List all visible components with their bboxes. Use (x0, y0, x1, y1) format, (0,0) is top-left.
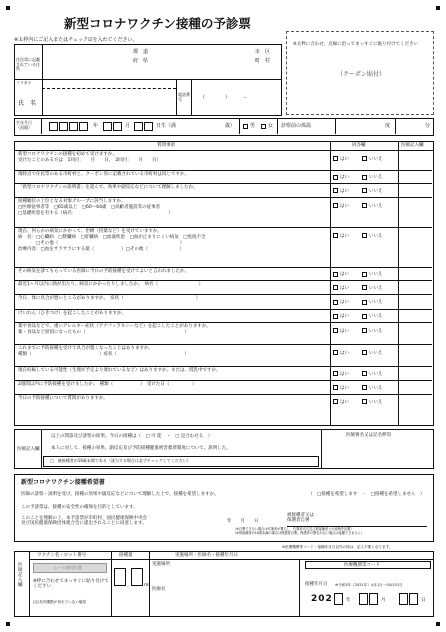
question-text: 接種順位の上位となる対象グループに該当しますか。 □医療従事者等 □65歳以上 □60〜64歳 □高齢者施設等の従事者 □基礎疾患を有する（病名： ） (18, 198, 173, 216)
question-text: 現在、何らかの病気にかかって、治療（投薬など）を受けていますか。 病 名：□心臓病 □腎臓病 □肝臓病 □血液疾患 □血が止まりにくい病気 □免疫不全 □その他（ ） 治療内容：□血をサラサラにする薬（ ）□その他（ ） (18, 228, 206, 252)
dob-month-unit: 月 (125, 123, 131, 129)
answer-yes[interactable] (333, 385, 349, 391)
yes-checkbox[interactable] (333, 300, 338, 305)
yes-label: はい (340, 233, 349, 239)
date-month-unit: 月 (381, 598, 386, 603)
question-text: 現在妊娠している可能性（生理が予定より遅れているなど）はありますか。または、授乳中ですか。 (18, 367, 221, 373)
doctor-line1: 以上の問診及び診察の結果、今日の接種は（ □ 可 能 ・ □ 見合わせる ） (51, 434, 213, 439)
phone-value[interactable]: （ ） － (200, 95, 248, 101)
no-checkbox[interactable] (362, 314, 367, 319)
yes-checkbox[interactable] (333, 350, 338, 355)
question-text: 新型コロナワクチンの接種を初めて受けますか。 受けたことのある方は 1回目： 月 日、 2回目： 月 日） (18, 151, 161, 163)
question-text: 2週間以内に予防接種を受けましたか。 種類（ ） 受けた日（ ） (18, 381, 197, 387)
no-checkbox[interactable] (362, 233, 367, 238)
seal-label: シール貼付位置 (54, 565, 82, 570)
yes-checkbox[interactable] (333, 203, 338, 208)
valid-note: (注)有効期限が切れていない確認 (33, 600, 87, 604)
year-digit-box[interactable] (334, 593, 343, 605)
registration-mark-tl (6, 6, 10, 10)
bottom-note: ※医療機関等コード・接種年月日以外の枠は、記入不要となります。 (282, 545, 393, 549)
col-dose: 接種量 (119, 553, 133, 558)
answer-no[interactable] (362, 285, 383, 291)
yes-label: はい (340, 314, 349, 319)
yes-checkbox[interactable] (333, 233, 338, 238)
date-year-unit: 年 (346, 598, 351, 603)
no-checkbox[interactable] (362, 175, 367, 180)
question-text: これまでに予防接種を受けて具合が悪くなったことはありますか。 種類（ ）症状（ ） (18, 345, 189, 357)
yes-checkbox[interactable] (333, 328, 338, 333)
no-label: いいえ (369, 188, 383, 194)
question-text: 「新型コロナワクチンの説明書」を読んで、効果や副反応などについて理解しましたか。 (18, 184, 198, 190)
yes-label: はい (340, 300, 349, 305)
question-text: 今日の予防接種について質問がありますか。 (18, 395, 108, 401)
name-input[interactable] (45, 91, 173, 113)
no-label: いいえ (369, 350, 383, 356)
answer-no[interactable] (362, 188, 383, 194)
dob-age-unit: 歳） (225, 123, 236, 129)
answer-no[interactable] (362, 385, 383, 391)
female-checkbox[interactable] (261, 124, 266, 129)
day-box-2[interactable] (409, 593, 418, 605)
answer-no[interactable] (362, 328, 383, 334)
no-checkbox[interactable] (362, 156, 367, 161)
consent-text2: この予診票は、接種の安全性の確保を目的としています。 (21, 505, 138, 510)
no-label: いいえ (369, 371, 383, 377)
yes-label: はい (340, 188, 349, 194)
under16-row (43, 456, 319, 467)
no-label: いいえ (369, 385, 383, 391)
no-checkbox[interactable] (362, 272, 367, 277)
yes-label: はい (340, 350, 349, 356)
answer-no[interactable] (362, 371, 383, 377)
yes-checkbox[interactable] (333, 272, 338, 277)
no-checkbox[interactable] (362, 350, 367, 355)
stick-note: ※枠に合わせてまっすぐに貼り付けてください (33, 579, 109, 590)
month-box-1[interactable] (359, 593, 368, 605)
coupon-area (286, 31, 434, 115)
header-answer: 回答欄 (352, 143, 366, 148)
answer-no[interactable] (362, 203, 383, 209)
answer-no[interactable] (362, 299, 383, 305)
answer-no[interactable] (362, 156, 383, 162)
consent-section (14, 474, 434, 542)
no-label: いいえ (369, 233, 383, 239)
address-label: 住民票に記載されている住所 (16, 57, 40, 72)
answer-no[interactable] (362, 399, 383, 405)
answer-yes[interactable] (333, 233, 349, 239)
no-checkbox[interactable] (362, 328, 367, 333)
question-text: 今日、体に具合が悪いところがありますか。 症状（ ） (18, 295, 201, 301)
yes-checkbox[interactable] (333, 385, 338, 390)
answer-yes[interactable] (333, 313, 349, 319)
consent-signer: 被接種者又は 保護者自署 (287, 513, 314, 524)
temp-degree-input[interactable] (340, 121, 380, 132)
answer-yes[interactable] (333, 285, 349, 291)
no-label: いいえ (369, 203, 383, 209)
yes-checkbox[interactable] (333, 314, 338, 319)
day-box-1[interactable] (399, 593, 408, 605)
doctor-name-label: 医師名 (152, 587, 166, 592)
answer-yes[interactable] (333, 203, 349, 209)
registration-mark-bl (6, 622, 10, 626)
temp-unit: 度 (385, 123, 391, 129)
consent-signature-input[interactable] (315, 513, 425, 525)
yes-checkbox[interactable] (333, 188, 338, 193)
answer-no[interactable] (362, 233, 383, 239)
consent-options[interactable]: （ □接種を希望します ・ □接種を希望しません ） (308, 492, 425, 497)
doctor-line2: 本人に対して、接種の効果、副反応及び予防接種健康被害救済制度について、説明した。 (51, 446, 231, 451)
answer-yes[interactable] (333, 174, 349, 180)
dob-year-unit: 年 (93, 123, 99, 129)
registration-mark-tr (436, 6, 440, 10)
yes-label: はい (340, 272, 349, 277)
answer-yes[interactable] (333, 156, 349, 162)
answer-no[interactable] (362, 174, 383, 180)
no-label: いいえ (369, 156, 383, 162)
consent-date[interactable]: 年 月 日 (227, 519, 259, 524)
dob-day-age: 日生（満 (156, 123, 177, 129)
no-label: いいえ (369, 300, 383, 305)
yes-checkbox[interactable] (333, 371, 338, 376)
place-label: 実施場所 (152, 562, 170, 567)
yes-label: はい (340, 399, 349, 405)
temp-unit2: 分 (425, 123, 431, 129)
consent-text1: 医師の診察・説明を受け、接種の効果や副反応などについて理解した上で、接種を希望しますか。 (21, 492, 219, 497)
dob-row (14, 118, 434, 136)
answer-no[interactable] (362, 313, 383, 319)
no-checkbox[interactable] (362, 203, 367, 208)
header-doctor: 医師記入欄 (401, 143, 424, 148)
record-side-label: 医師記入欄 (18, 563, 23, 588)
doctor-section-label: 医師記入欄 (17, 447, 40, 452)
date-range-note: ※令和3年（2021年）4月1日〜04月01日 (335, 583, 403, 587)
phone-label: 電話番号 (178, 92, 190, 102)
no-label: いいえ (369, 285, 383, 291)
address-pref-bottom: 府 県 (133, 58, 149, 64)
dob-label: 生年月日（西暦） (16, 120, 32, 130)
yes-label: はい (340, 175, 349, 180)
doctor-section (14, 429, 434, 469)
vaccination-record: 医師記入欄 ワクチン名・ロット番号 接種量 実施場所・医師名・接種年月日 シール貼付位置 ※枠に合わせてまっすぐに貼り付けてください (注)有効期限が切れていない確認 . ml 実施場所 医師名 医療機関等コード 接種年月日 ※令和3年（2021年）4月1日〜04月01日 202 年 月 日 (14, 551, 434, 617)
no-checkbox[interactable] (362, 399, 367, 404)
doctor-signature-label: 医師署名又は記名押印 (346, 433, 391, 438)
consent-note: （※自署できない場合は代筆者が署名し、代筆者氏名及び被接種者との続柄を記載） （※被接種者が16歳未満の場合は保護者自署。保護者の署名がない場合は接種できません） (233, 527, 365, 535)
yes-checkbox[interactable] (333, 175, 338, 180)
date-label: 接種年月日 (305, 582, 328, 587)
header-question: 質問事項 (157, 143, 175, 148)
coupon-note: ※太枠に合わせ、点線に沿ってまっすぐに貼り付けてください (293, 42, 419, 47)
answer-yes[interactable] (333, 271, 349, 277)
date-day-unit: 日 (421, 598, 426, 603)
col-vaccine-lot: ワクチン名・ロット番号 (37, 553, 87, 558)
answer-no[interactable] (362, 350, 383, 356)
form-title: 新型コロナワクチン接種の予診票 (64, 16, 251, 31)
col-place-doctor-date: 実施場所・医師名・接種年月日 (175, 553, 238, 558)
answer-yes[interactable] (333, 328, 349, 334)
yes-label: はい (340, 371, 349, 377)
dose-box-2[interactable] (131, 568, 143, 586)
coupon-label: （クーポン貼付） (337, 71, 386, 78)
yes-label: はい (340, 203, 349, 209)
yes-label: はい (340, 385, 349, 391)
answer-yes[interactable] (333, 350, 349, 356)
yes-checkbox[interactable] (333, 156, 338, 161)
personal-info-block (14, 44, 282, 116)
no-checkbox[interactable] (362, 371, 367, 376)
address-city-top: 市 区 (255, 49, 271, 55)
institution-code-label: 医療機関等コード (344, 563, 380, 568)
yes-label: はい (340, 156, 349, 162)
month-box-2[interactable] (369, 593, 378, 605)
consent-text3: このことを理解の上、本予診票が市町村、国民健康保険中央会 及び国民健康保険団体連合会に提出されることに同意します。 (21, 516, 147, 527)
answer-yes[interactable] (333, 299, 349, 305)
female-label: 女 (268, 123, 274, 129)
no-label: いいえ (369, 328, 383, 334)
question-text: 薬や食品などで、重いアレルギー症状（アナフィラキシーなど）を起こしたことがありますか。 薬・食品など原因になったもの（ ） (18, 323, 211, 335)
registration-mark-br (436, 622, 440, 626)
no-label: いいえ (369, 399, 383, 405)
year-prefix: 202 (311, 594, 333, 604)
no-checkbox[interactable] (362, 385, 367, 390)
furigana-label: フリガナ (16, 80, 32, 85)
no-label: いいえ (369, 314, 383, 319)
dose-unit: ml (144, 583, 150, 588)
yes-label: はい (340, 285, 349, 291)
no-checkbox[interactable] (362, 300, 367, 305)
address-pref-top: 都 道 (133, 49, 149, 55)
yes-checkbox[interactable] (333, 399, 338, 404)
answer-yes[interactable] (333, 188, 349, 194)
address-city-bottom: 町 村 (255, 58, 271, 64)
no-label: いいえ (369, 175, 383, 180)
no-label: いいえ (369, 272, 383, 277)
question-text: 最近1ヶ月以内に熱が出たり、病気にかかったりしましたか。 病名（ ） (18, 281, 204, 287)
dose-box-1[interactable] (114, 568, 126, 586)
name-label: 氏 名 (18, 100, 37, 107)
answer-yes[interactable] (333, 371, 349, 377)
yes-label: はい (340, 328, 349, 334)
answer-yes[interactable] (333, 399, 349, 405)
doctor-line3[interactable]: □ 被接種者が16歳未満である（該当する場合は必ずチェックしてください） (50, 458, 191, 463)
instruction-text: ※太枠内にご記入またはチェック☑を入れてください。 (14, 37, 138, 43)
question-text: けいれん（ひきつけ）を起こしたことがありますか。 (18, 310, 126, 316)
male-label: 男 (250, 123, 256, 129)
address-input[interactable] (45, 67, 275, 77)
seal-position (33, 563, 107, 573)
temp-label: 診察前の体温 (281, 123, 312, 129)
no-checkbox[interactable] (362, 188, 367, 193)
question-text: 現時点で住民票のある市町村と、クーポン券に記載されている市町村は同じですか。 (18, 171, 189, 177)
answer-no[interactable] (362, 271, 383, 277)
no-checkbox[interactable] (362, 285, 367, 290)
consent-title: 新型コロナワクチン接種希望書 (21, 479, 105, 486)
question-text: その病気を診てもらっている医師に今日の予防接種を受けてよいと言われましたか。 (18, 268, 189, 274)
male-checkbox[interactable] (243, 124, 248, 129)
institution-code-box[interactable] (305, 561, 431, 569)
yes-checkbox[interactable] (333, 285, 338, 290)
